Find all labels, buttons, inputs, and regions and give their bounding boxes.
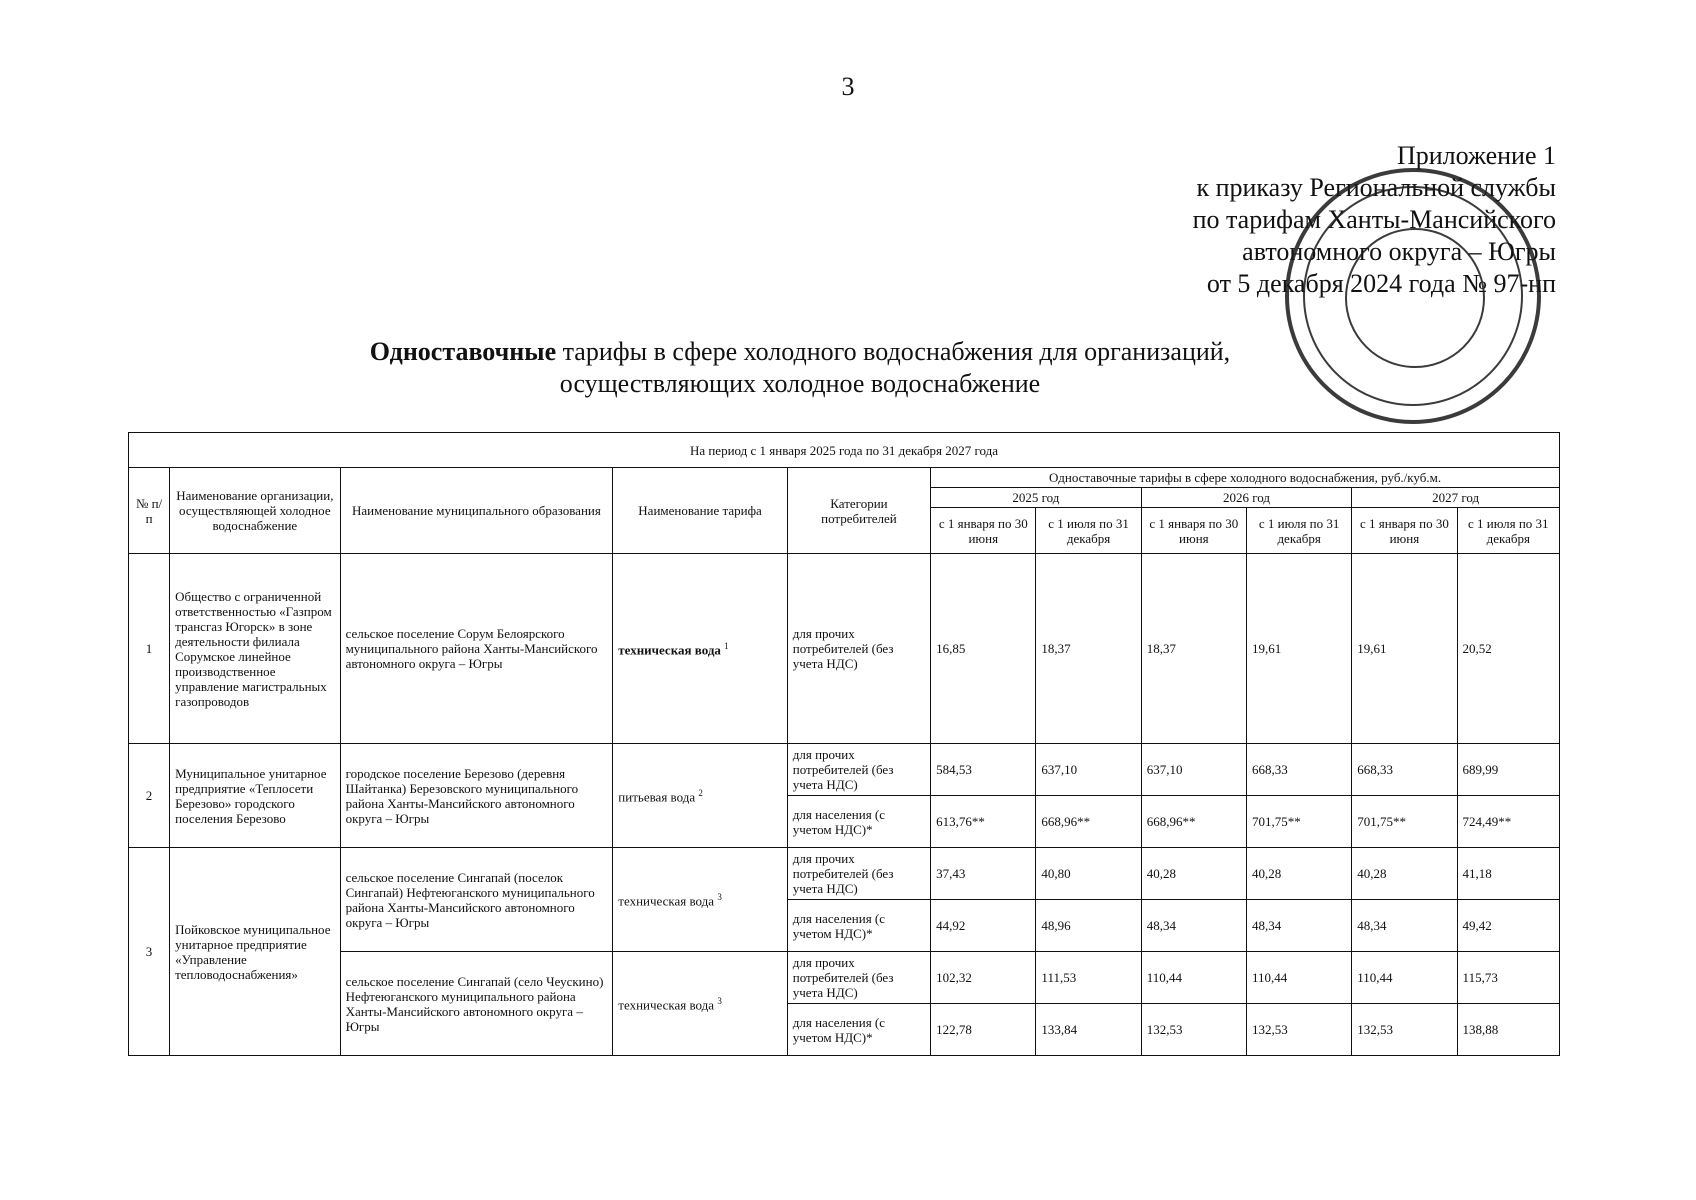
category-cell: для прочих потребителей (без учета НДС) (787, 554, 930, 744)
row-number: 2 (129, 744, 170, 848)
appendix-line: от 5 декабря 2024 года № 97-нп (1206, 269, 1556, 298)
appendix-line: по тарифам Ханты-Мансийского (1192, 205, 1556, 234)
tariff-footnote-mark: 3 (717, 892, 722, 903)
tariff-name-cell (613, 952, 787, 1056)
page-number: 3 (841, 72, 855, 101)
tariff-name-cell (613, 554, 787, 744)
tariff-value-cell: 40,80 (1036, 848, 1141, 900)
org-name-cell: Муниципальное унитарное предприятие «Теплосети Березово» городского поселения Березово (170, 744, 340, 848)
tariff-value-cell: 132,53 (1246, 1004, 1351, 1056)
tariff-value-cell: 40,28 (1352, 848, 1457, 900)
tariff-value-cell: 18,37 (1141, 554, 1246, 744)
period-header: На период с 1 января 2025 года по 31 декабря 2027 года (129, 433, 1560, 468)
tariff-value-cell: 44,92 (931, 900, 1036, 952)
tariff-value-cell: 40,28 (1246, 848, 1351, 900)
table-row (129, 744, 1560, 796)
table-row (129, 952, 1560, 1004)
tariff-value-cell: 584,53 (931, 744, 1036, 796)
tariff-value-cell: 19,61 (1352, 554, 1457, 744)
row-number: 3 (129, 848, 170, 1056)
tariff-value-cell: 48,96 (1036, 900, 1141, 952)
tariff-value-cell: 19,61 (1246, 554, 1351, 744)
header-no: № п/п (129, 468, 170, 554)
header-tariff-name: Наименование тарифа (613, 468, 787, 554)
municipality-cell: сельское поселение Сингапай (село Чеускино) Нефтеюганского муниципального района Ханты-Мансийского автономного округа – Югры (340, 952, 613, 1056)
municipality-cell: сельское поселение Сорум Белоярского муниципального района Ханты-Мансийского автономного округа – Югры (340, 554, 613, 744)
tariff-value-cell: 724,49** (1457, 796, 1559, 848)
header-year: 2025 год (931, 488, 1142, 508)
tariff-name-cell (613, 848, 787, 952)
appendix-line: автономного округа – Югры (1242, 237, 1556, 266)
tariff-value-cell: 637,10 (1036, 744, 1141, 796)
header-category: Категории потребителей (787, 468, 930, 554)
tariff-value-cell: 689,99 (1457, 744, 1559, 796)
tariff-value-cell: 40,28 (1141, 848, 1246, 900)
row-number: 1 (129, 554, 170, 744)
tariff-value-cell: 102,32 (931, 952, 1036, 1004)
header-year: 2027 год (1352, 488, 1560, 508)
tariff-footnote-mark: 2 (698, 788, 703, 799)
tariff-value-cell: 668,33 (1352, 744, 1457, 796)
tariff-name: техническая вода (618, 893, 715, 909)
tariff-name: техническая вода (618, 997, 715, 1013)
title-line-1-rest: тарифы в сфере холодного водоснабжения для организаций, (556, 337, 1231, 366)
category-cell: для прочих потребителей (без учета НДС) (787, 744, 930, 796)
tariff-value-cell: 668,96** (1036, 796, 1141, 848)
header-period-half: с 1 января по 30 июня (1352, 508, 1457, 554)
appendix-line: Приложение 1 (1396, 141, 1556, 170)
tariff-footnote-mark: 3 (717, 996, 722, 1007)
title-line-2: осуществляющих холодное водоснабжение (559, 369, 1041, 398)
header-period-half: с 1 января по 30 июня (1141, 508, 1246, 554)
tariff-value-cell: 110,44 (1141, 952, 1246, 1004)
tariff-value-cell: 122,78 (931, 1004, 1036, 1056)
header-period-half: с 1 июля по 31 декабря (1246, 508, 1351, 554)
tariff-name: питьевая вода (618, 789, 696, 805)
tariff-value-cell: 115,73 (1457, 952, 1559, 1004)
org-name-cell: Пойковское муниципальное унитарное предприятие «Управление тепловодоснабжения» (170, 848, 340, 1056)
tariff-name-cell (613, 744, 787, 848)
tariff-value-cell: 668,96** (1141, 796, 1246, 848)
tariff-value-cell: 48,34 (1141, 900, 1246, 952)
category-cell: для населения (с учетом НДС)* (787, 900, 930, 952)
tariffs-table (128, 432, 1560, 1056)
table-header (129, 433, 1560, 554)
header-year: 2026 год (1141, 488, 1352, 508)
seal-emblem (1345, 228, 1485, 368)
tariff-value-cell: 701,75** (1246, 796, 1351, 848)
tariff-value-cell: 637,10 (1141, 744, 1246, 796)
header-municipality: Наименование муниципального образования (340, 468, 613, 554)
tariff-value-cell: 110,44 (1246, 952, 1351, 1004)
tariff-value-cell: 20,52 (1457, 554, 1559, 744)
title-line-1 (300, 336, 1300, 368)
document-title (300, 336, 1300, 400)
tariff-value-cell: 133,84 (1036, 1004, 1141, 1056)
tariff-value-cell: 132,53 (1141, 1004, 1246, 1056)
tariff-value-cell: 132,53 (1352, 1004, 1457, 1056)
category-cell: для населения (с учетом НДС)* (787, 796, 930, 848)
official-seal (1285, 168, 1541, 424)
category-cell: для прочих потребителей (без учета НДС) (787, 848, 930, 900)
table-row (129, 848, 1560, 900)
table-row (129, 554, 1560, 744)
tariff-value-cell: 138,88 (1457, 1004, 1559, 1056)
header-period-half: с 1 июля по 31 декабря (1036, 508, 1141, 554)
header-tariff-group: Одноставочные тарифы в сфере холодного водоснабжения, руб./куб.м. (931, 468, 1560, 488)
tariff-value-cell: 41,18 (1457, 848, 1559, 900)
appendix-line: к приказу Региональной службы (1196, 173, 1556, 202)
tariff-value-cell: 613,76** (931, 796, 1036, 848)
table-body (129, 554, 1560, 1056)
category-cell: для прочих потребителей (без учета НДС) (787, 952, 930, 1004)
tariff-footnote-mark: 1 (724, 641, 729, 652)
tariff-value-cell: 16,85 (931, 554, 1036, 744)
category-cell: для населения (с учетом НДС)* (787, 1004, 930, 1056)
tariff-value-cell: 701,75** (1352, 796, 1457, 848)
municipality-cell: сельское поселение Сингапай (поселок Сингапай) Нефтеюганского муниципального района Ханты-Мансийского автономного округа – Югры (340, 848, 613, 952)
tariff-value-cell: 668,33 (1246, 744, 1351, 796)
tariff-value-cell: 110,44 (1352, 952, 1457, 1004)
tariff-name: техническая вода (618, 642, 721, 658)
tariff-value-cell: 48,34 (1246, 900, 1351, 952)
tariff-value-cell: 48,34 (1352, 900, 1457, 952)
tariff-value-cell: 111,53 (1036, 952, 1141, 1004)
header-org: Наименование организации, осуществляющей холодное водоснабжение (170, 468, 340, 554)
header-period-half: с 1 января по 30 июня (931, 508, 1036, 554)
tariff-value-cell: 49,42 (1457, 900, 1559, 952)
org-name-cell: Общество с ограниченной ответственностью «Газпром трансгаз Югорск» в зоне деятельности филиала Сорумское линейное производственное управление магистральных газопроводов (170, 554, 340, 744)
header-period-half: с 1 июля по 31 декабря (1457, 508, 1559, 554)
municipality-cell: городское поселение Березово (деревня Шайтанка) Березовского муниципального района Ханты-Мансийского автономного округа – Югры (340, 744, 613, 848)
title-bold-word: Одноставочные (369, 337, 557, 366)
tariff-value-cell: 37,43 (931, 848, 1036, 900)
tariff-value-cell: 18,37 (1036, 554, 1141, 744)
